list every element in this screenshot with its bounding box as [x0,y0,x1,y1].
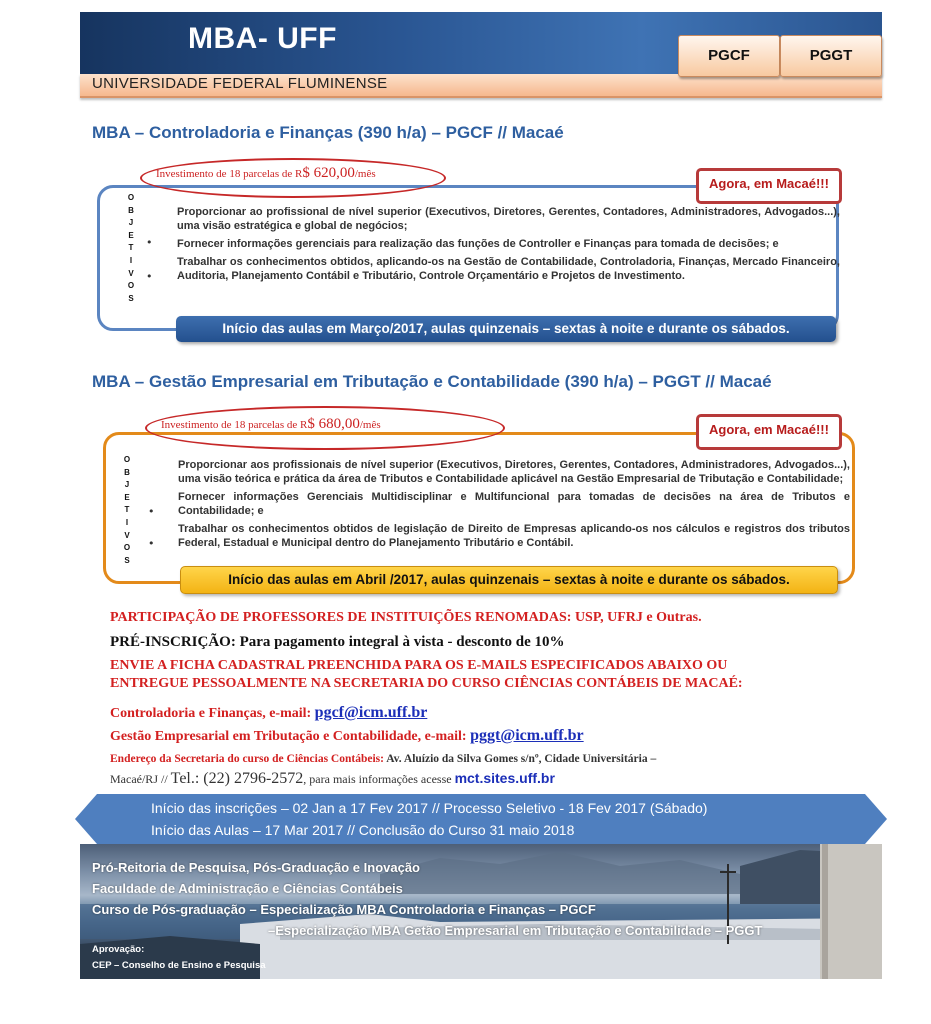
course2-start-bar: Início das aulas em Abril /2017, aulas quinzenais – sextas à noite e durante os sábados. [180,566,838,594]
course2-objetivos-label: O B J E T I V O S [123,455,131,565]
footer-line2: Faculdade de Administração e Ciências Contábeis [92,881,403,896]
email1-row [110,704,427,722]
preinscricao-text: PRÉ-INSCRIÇÃO: Para pagamento integral à vista - desconto de 10% [110,634,565,650]
objective-item: Fornecer informações gerenciais para realização das funções de Controller e Finanças para tomada de decisões; e [177,238,779,250]
bullet-icon: • [148,537,155,550]
course1-title: MBA – Controladoria e Finanças (390 h/a) – PGCF // Macaé [92,123,564,142]
footer-line4: –Especialização MBA Getão Empresarial em Tributação e Contabilidade – PGGT [268,923,763,938]
address-line2: Macaé/RJ // Tel.: (22) 2796-2572, para mais informações acesse mct.sites.uff.br [110,770,555,787]
bullet-icon: • [146,236,153,249]
email2-row [110,727,584,745]
banner-line1: Início das inscrições – 02 Jan a 17 Fev 2017 // Processo Seletivo - 18 Fev 2017 (Sábado) [151,800,708,816]
course2-investment: Investimento de 18 parcelas de R$ 680,00/mês [161,416,381,432]
footer-aprovacao: Aprovação: [92,944,145,955]
page-title: MBA- UFF [188,22,337,55]
objective-item: Proporcionar ao profissional de nível superior (Executivos, Diretores, Gerentes, Contadores, Administradores, Advogados...), uma visão estratégica e global de negócios; [177,206,840,232]
objective-item: Trabalhar os conhecimentos obtidos, aplicando-os na Gestão de Contabilidade, Controladoria, Finanças, Mercado Financeiro, Auditoria, Planejamento Contábil e Tributário, Controle Orçamentário e Projetos de Investimento. [177,256,840,282]
email1-link[interactable]: pgcf@icm.uff.br [314,704,428,721]
course2-title: MBA – Gestão Empresarial em Tributação e Contabilidade (390 h/a) – PGGT // Macaé [92,372,772,391]
pgcf-button[interactable]: PGCF [678,35,780,77]
banner-line2: Início das Aulas – 17 Mar 2017 // Conclusão do Curso 31 maio 2018 [151,822,575,838]
email1-label: Controladoria e Finanças, e-mail: [110,706,315,721]
university-bar [80,74,882,98]
objective-item: Trabalhar os conhecimentos obtidos de legislação de Direito de Empresas aplicando-os nos cálculos e registros dos tributos Federal, Estadual e Municipal dentro do Planejamento Tributário e Contábil. [178,523,850,549]
bullet-icon: • [146,270,153,283]
course1-start-bar: Início das aulas em Março/2017, aulas quinzenais – sextas à noite e durante os sábados. [176,316,836,342]
site-link[interactable]: mct.sites.uff.br [454,770,555,786]
email2-link[interactable]: pggt@icm.uff.br [470,727,584,744]
footer-line3: Curso de Pós-graduação – Especialização MBA Controladoria e Finanças – PGCF [92,902,596,917]
objective-item: Proporcionar aos profissionais de nível superior (Executivos, Diretores, Gerentes, Contadores, Administradores, Advogados...), uma visão teórica e prática da área de Tributos e Contabilidade aplicável na Gestão Empresarial de Tributação e Contabilidade; [178,459,850,485]
course1-objetivos-label: O B J E T I V O S [127,193,135,303]
footer-photo [80,844,882,979]
footer-cep: CEP – Conselho de Ensino e Pesquisa [92,960,266,971]
email2-label: Gestão Empresarial em Tributação e Contabilidade, e-mail: [110,729,471,744]
course2-objectives-list [178,458,850,550]
dates-banner [75,794,887,844]
envie-text-line2: ENTREGUE PESSOALMENTE NA SECRETARIA DO CURSO CIÊNCIAS CONTÁBEIS DE MACAÉ: [110,676,743,691]
envie-text-line1: ENVIE A FICHA CADASTRAL PREENCHIDA PARA OS E-MAILS ESPECIFICADOS ABAIXO OU [110,658,728,673]
footer-line1: Pró-Reitoria de Pesquisa, Pós-Graduação e Inovação [92,860,420,875]
bullet-icon: • [148,505,155,518]
course1-objectives-list [177,205,840,283]
course1-investment: Investimento de 18 parcelas de R$ 620,00/mês [156,165,376,181]
university-name: UNIVERSIDADE FEDERAL FLUMINENSE [92,75,388,92]
pggt-button[interactable]: PGGT [780,35,882,77]
objective-item: Fornecer informações Gerenciais Multidisciplinar e Multifuncional para tomadas de decisões na área de Tributos e Contabilidade; e [178,491,850,517]
course1-badge: Agora, em Macaé!!! [696,168,842,204]
course2-badge: Agora, em Macaé!!! [696,414,842,450]
phone-number: Tel.: (22) 2796-2572 [170,770,304,787]
address-line1: Endereço da Secretaria do curso de Ciências Contábeis: Av. Aluízio da Silva Gomes s/nº, Cidade Universitária – [110,753,657,765]
professors-text: PARTICIPAÇÃO DE PROFESSORES DE INSTITUIÇÕES RENOMADAS: USP, UFRJ e Outras. [110,610,702,625]
